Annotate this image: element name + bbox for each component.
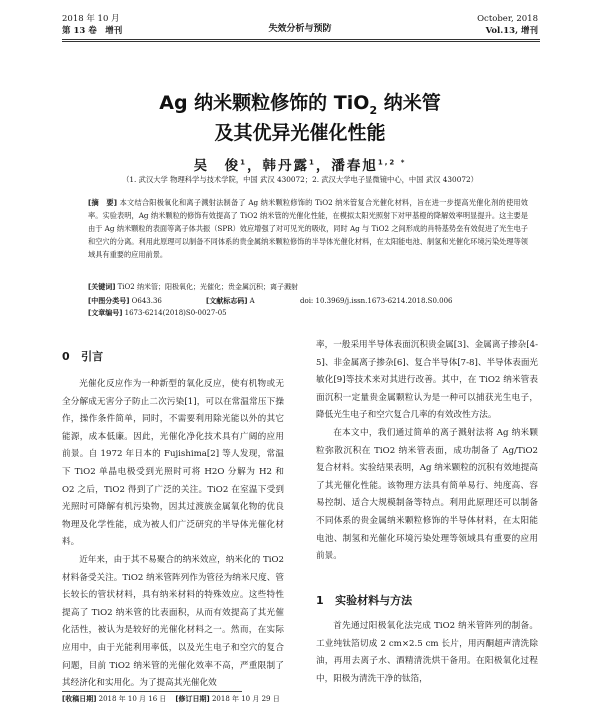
header-date-right: October, 2018 bbox=[477, 14, 538, 24]
article-label: [文章编号] bbox=[88, 309, 123, 317]
doc-value: A bbox=[249, 297, 255, 305]
keywords bbox=[88, 282, 528, 293]
paper-title-line2: 及其优异光催化性能 bbox=[214, 122, 386, 144]
section-1-number: 1 bbox=[316, 594, 324, 607]
doi-value: 10.3969/j.issn.1673-6214.2018.S0.006 bbox=[315, 297, 453, 305]
title-text-b: 纳米管 bbox=[377, 92, 441, 114]
right-column-methods bbox=[316, 618, 538, 688]
intro-paragraph-4: 在本文中，我们通过简单的离子溅射法将 Ag 纳米颗粒弥散沉积在 TiO2 纳米管表面，成功制备了 Ag/TiO2 复合材料。实验结果表明，Ag 纳米颗粒的沉积有效地提高了其光催化性能。该物理方法具有简单易行、纯度高、容易控制、适合大规模制备等特点。利用此原理还可以制备不同体系的贵金属纳米颗粒修饰的半导体材料，在太阳能电池、制氢和光催化环境污染处理等领域具有重要的应用前景。 bbox=[316, 427, 538, 562]
received-label: [收稿日期] bbox=[62, 695, 97, 703]
clc-value: O643.36 bbox=[131, 297, 162, 305]
revised-label: [修订日期] bbox=[175, 695, 210, 703]
affiliation: （1. 武汉大学 物理科学与技术学院，中国 武汉 430072；2. 武汉大学电子显微镜中心，中国 武汉 430072） bbox=[122, 175, 478, 184]
doi-label: doi: bbox=[300, 297, 314, 305]
author-sep-2: ， bbox=[315, 158, 332, 174]
document-code bbox=[206, 296, 255, 307]
author-sep-1: ， bbox=[247, 158, 263, 174]
abstract-text: 本文结合阳极氧化和离子溅射法制备了 Ag 纳米颗粒修饰的 TiO2 纳米管复合光催化材料，旨在进一步提高光催化剂的使用效率。实验表明，Ag 纳米颗粒的修饰有效提高了 TiO2 纳米管的光催化性能，在模拟太阳光照射下对甲基橙的降解效率明显提升。这主要是由于 Ag 纳米颗粒的表面等离子体共振（SPR）效应增强了对可见光的吸收，同时 Ag 与 TiO2 之间形成的肖特基势垒有效促进了光生电子和空穴的分离。利用此原理可以制备不同体系的贵金属纳米颗粒修饰的半导体光催化材料，在太阳能电池、制氢和光催化环境污染处理等领域具有重要的应用前景。 bbox=[88, 198, 528, 259]
paper-title-line1 bbox=[0, 88, 600, 117]
author-list bbox=[0, 154, 600, 174]
author-2: 韩丹露 bbox=[262, 158, 309, 174]
abstract-label: [摘 要] bbox=[88, 198, 118, 207]
author-1: 吴 俊 bbox=[193, 158, 241, 174]
article-value: 1673-6214(2018)S0-0027-05 bbox=[124, 309, 227, 317]
right-column bbox=[316, 337, 538, 566]
doc-label: [文献标志码] bbox=[206, 297, 248, 305]
doi bbox=[300, 296, 452, 307]
author-3-sup: 1,2 * bbox=[377, 158, 407, 167]
left-column bbox=[62, 376, 284, 693]
footnote-dates bbox=[62, 694, 280, 704]
section-1-title: 实验材料与方法 bbox=[335, 594, 413, 607]
author-1-sup: 1 bbox=[240, 158, 247, 167]
journal-name: 失效分析与预防 bbox=[268, 24, 332, 34]
section-1-heading bbox=[316, 592, 412, 608]
methods-paragraph-1: 首先通过阳极氧化法完成 TiO2 纳米管阵列的制备。工业纯钛箔切成 2 cm×2.5 cm 长片，用丙酮超声清洗除油，再用去离子水、酒精清洗烘干备用。在阳极氧化过程中，阳极为清洗干净的钛箔， bbox=[316, 621, 538, 684]
author-2-sup: 1 bbox=[309, 158, 316, 167]
clc-number bbox=[88, 296, 162, 307]
keywords-text: TiO2 纳米管；阳极氧化；光催化；贵金属沉积；离子溅射 bbox=[117, 283, 298, 291]
footnote-rule bbox=[62, 691, 242, 692]
abstract bbox=[88, 196, 528, 261]
received-date: 2018 年 10 月 16 日 bbox=[98, 695, 167, 703]
header-volume-right: Vol.13, 增刊 bbox=[485, 26, 538, 36]
title-text-a: Ag 纳米颗粒修饰的 TiO bbox=[159, 92, 370, 114]
keywords-label: [关键词] bbox=[88, 283, 116, 291]
section-0-number: 0 bbox=[62, 350, 70, 363]
header-date-left: 2018 年 10 月 bbox=[62, 14, 120, 24]
section-0-title: 引言 bbox=[81, 350, 104, 363]
header-rule bbox=[62, 39, 540, 40]
title-subscript: 2 bbox=[369, 103, 378, 117]
header-rule-second bbox=[62, 41, 540, 42]
header-volume-left: 第 13 卷 增刊 bbox=[62, 26, 123, 36]
intro-paragraph-1: 光催化反应作为一种新型的氧化反应，使有机物或无全分解成无害分子防止二次污染[1]，可以在常温常压下操作，操作条件简单，同时，不需要利用除光能以外的其它能源，成本低廉。因此，光催化净化技术具有广阔的应用前景。自 1972 年日本的 Fujishima[2] 等人发现，常温下 TiO2 单晶电极受到光照时可将 H2O 分解为 H2 和 O2 之后，TiO2 得到了广泛的关注。TiO2 在室温下受到光照时可降解有机污染物，因其过渡族金属氧化物的优良物理及化学性能，成为被人们广泛研究的半导体光催化材料。 bbox=[62, 379, 284, 548]
intro-paragraph-3: 率，一般采用半导体表面沉积贵金属[3]、金属离子掺杂[4-5]、非金属离子掺杂[6]、复合半导体[7-8]、半导体表面光敏化[9]等技术来对其进行改善。其中，在 TiO2 纳米管表面沉积一定量贵金属颗粒认为是一种可以捕获光生电子，降低光生电子和空穴复合几率的有效改性方法。 bbox=[316, 340, 539, 421]
section-0-heading bbox=[62, 348, 103, 364]
revised-date: 2018 年 10 月 29 日 bbox=[211, 695, 280, 703]
author-3: 潘春旭 bbox=[331, 158, 378, 174]
article-number bbox=[88, 308, 227, 319]
intro-paragraph-2: 近年来，由于其不易聚合的纳米效应，纳米化的 TiO2 材料备受关注。TiO2 纳米管阵列作为管径为纳米尺度、管长较长的管状材料，具有纳米材料的特殊效应。这些特性提高了 TiO2 纳米管的比表面积，从而有效提高了其光催化活性，被认为是较好的光催化材料之一。然而，在实际应用中，由于光能利用率低，以及光生电子和空穴的复合问题，目前 TiO2 纳米管的光催化效率不高，严重限制了其经济化和实用化。为了提高其光催化效 bbox=[62, 554, 284, 689]
clc-label: [中图分类号] bbox=[88, 297, 130, 305]
